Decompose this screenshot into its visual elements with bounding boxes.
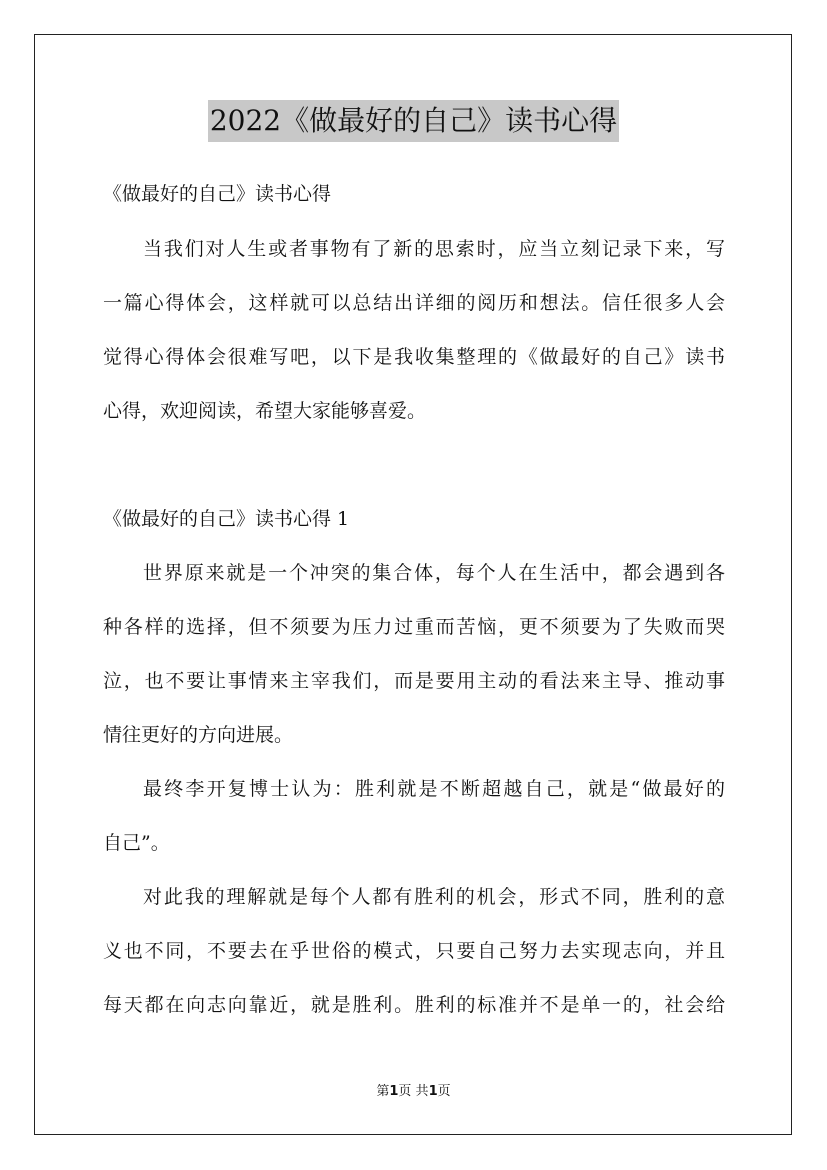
- paragraph-line: 对此我的理解就是每个人都有胜利的机会，形式不同，胜利的意: [143, 886, 725, 908]
- title-container: [0, 100, 827, 142]
- paragraph-line: 泣，也不要让事情来主宰我们，而是要用主动的看法来主导、推动事: [103, 670, 725, 692]
- paragraph-line: 当我们对人生或者事物有了新的思索时，应当立刻记录下来，写: [143, 238, 725, 260]
- paragraph-line: 最终李开复博士认为：胜利就是不断超越自己，就是“做最好的: [143, 778, 725, 800]
- paragraph-line: 世界原来就是一个冲突的集合体，每个人在生活中，都会遇到各: [143, 562, 725, 584]
- paragraph-line: 每天都在向志向靠近，就是胜利。胜利的标准并不是单一的，社会给: [103, 994, 725, 1016]
- paragraph-line: 情往更好的方向进展。: [103, 724, 294, 746]
- paragraph-line: 心得，欢迎阅读，希望大家能够喜爱。: [103, 400, 427, 422]
- footer-prefix: 第: [376, 1084, 390, 1099]
- section-heading-intro: 《做最好的自己》读书心得: [103, 183, 332, 205]
- paragraph-line: 觉得心得体会很难写吧，以下是我收集整理的《做最好的自己》读书: [103, 346, 725, 368]
- footer-page-current: 1: [389, 1084, 399, 1099]
- paragraph-line: 一篇心得体会，这样就可以总结出详细的阅历和想法。信任很多人会: [103, 292, 725, 314]
- page-footer: [0, 1082, 827, 1102]
- section-heading-1: 《做最好的自己》读书心得 1: [103, 508, 350, 530]
- footer-mid: 页 共: [398, 1084, 429, 1099]
- paragraph-line: 种各样的选择，但不须要为压力过重而苦恼，更不须要为了失败而哭: [103, 616, 725, 638]
- paragraph-line: 义也不同，不要去在乎世俗的模式，只要自己努力去实现志向，并且: [103, 940, 725, 962]
- footer-page-total: 1: [428, 1084, 438, 1099]
- footer-suffix: 页: [437, 1084, 451, 1099]
- document-title: 2022《做最好的自己》读书心得: [208, 100, 619, 142]
- paragraph-line: 自己”。: [103, 832, 170, 854]
